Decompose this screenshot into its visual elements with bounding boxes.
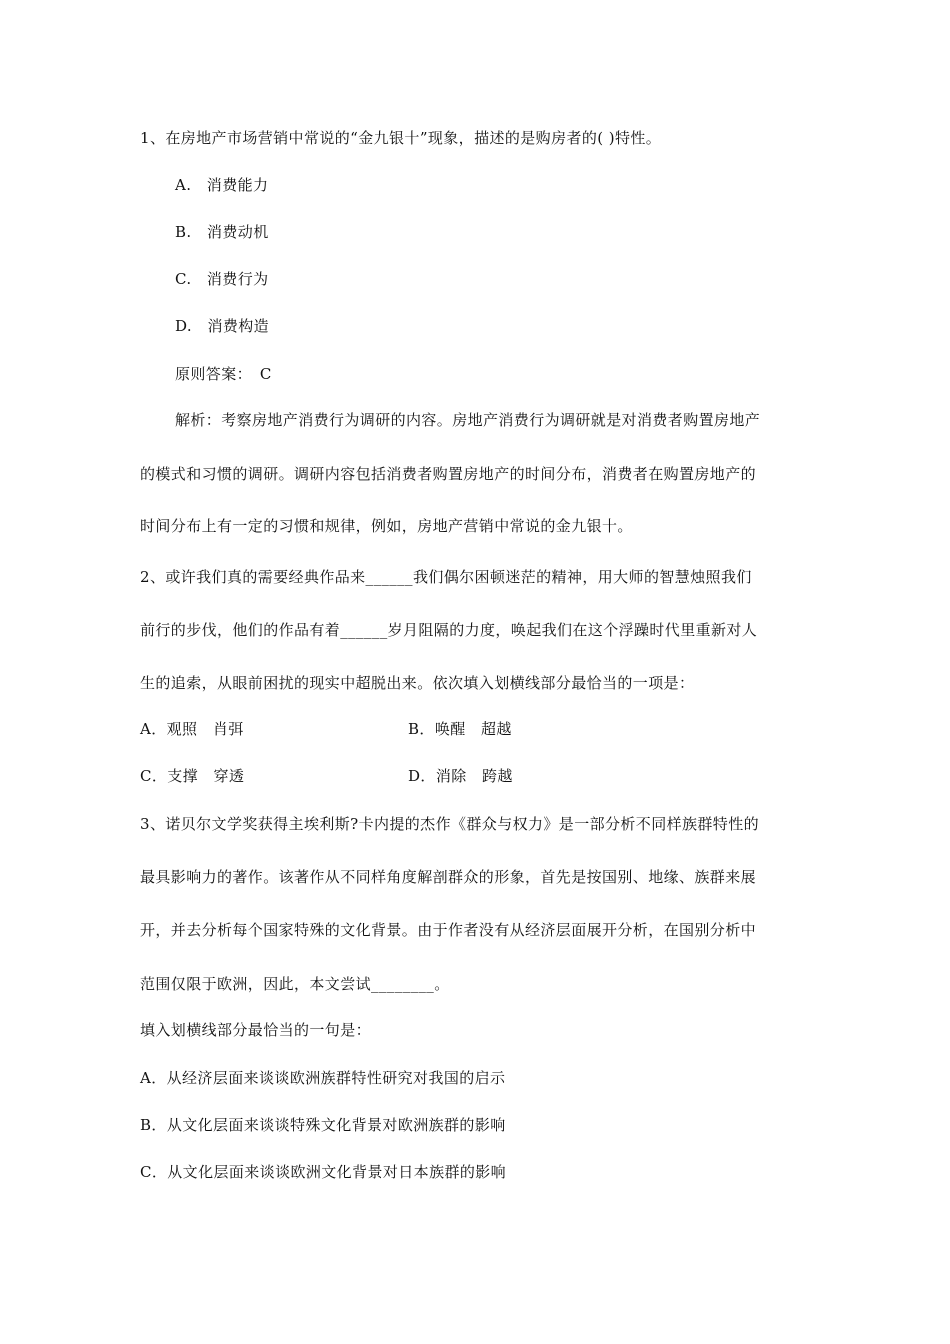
q2-option-b: B．唤醒 超越 [408, 720, 512, 738]
q3-stem-line-3: 开，并去分析每个国家特殊的文化背景。由于作者没有从经济层面展开分析，在国别分析中 [140, 921, 757, 939]
q1-option-c: C. 消费行为 [175, 270, 269, 288]
q3-stem-line-4: 范围仅限于欧洲，因此，本文尝试________。 [140, 975, 450, 993]
q1-analysis-line-2: 的模式和习惯的调研。调研内容包括消费者购置房地产的时间分布，消费者在购置房地产的 [140, 465, 757, 483]
q2-option-a: A．观照 肖弭 [140, 720, 244, 738]
q1-stem: 1、在房地产市场营销中常说的“金九银十”现象，描述的是购房者的( )特性。 [140, 129, 662, 147]
q1-analysis-line-3: 时间分布上有一定的习惯和规律，例如，房地产营销中常说的金九银十。 [140, 517, 633, 535]
q3-prompt: 填入划横线部分最恰当的一句是： [140, 1021, 372, 1039]
q1-option-b: B. 消费动机 [175, 223, 269, 241]
q2-stem-line-2: 前行的步伐，他们的作品有着______岁月阻隔的力度，唤起我们在这个浮躁时代里重新对人 [140, 621, 758, 639]
q3-stem-line-2: 最具影响力的著作。该著作从不同样角度解剖群众的形象，首先是按国别、地缘、族群来展 [140, 868, 757, 886]
q2-stem-line-1: 2、或许我们真的需要经典作品来______我们偶尔困顿迷茫的精神，用大师的智慧烛照我们 [140, 568, 752, 586]
q3-option-a: A．从经济层面来谈谈欧洲族群特性研究对我国的启示 [140, 1069, 506, 1087]
q2-option-c: C．支撑 穿透 [140, 767, 245, 785]
q3-stem-line-1: 3、诺贝尔文学奖获得主埃利斯?卡内提的杰作《群众与权力》是一部分析不同样族群特性的 [140, 815, 759, 833]
q1-analysis-line-1: 解析：考察房地产消费行为调研的内容。房地产消费行为调研就是对消费者购置房地产 [175, 411, 761, 429]
q1-answer: 原则答案： C [175, 365, 272, 383]
q2-option-d: D．消除 跨越 [408, 767, 513, 785]
q1-option-d: D. 消费构造 [175, 317, 270, 335]
q2-stem-line-3: 生的追索，从眼前困扰的现实中超脱出来。依次填入划横线部分最恰当的一项是： [140, 674, 695, 692]
q1-option-a: A. 消费能力 [175, 176, 269, 194]
q3-option-b: B．从文化层面来谈谈特殊文化背景对欧洲族群的影响 [140, 1116, 506, 1134]
q3-option-c: C．从文化层面来谈谈欧洲文化背景对日本族群的影响 [140, 1163, 507, 1181]
